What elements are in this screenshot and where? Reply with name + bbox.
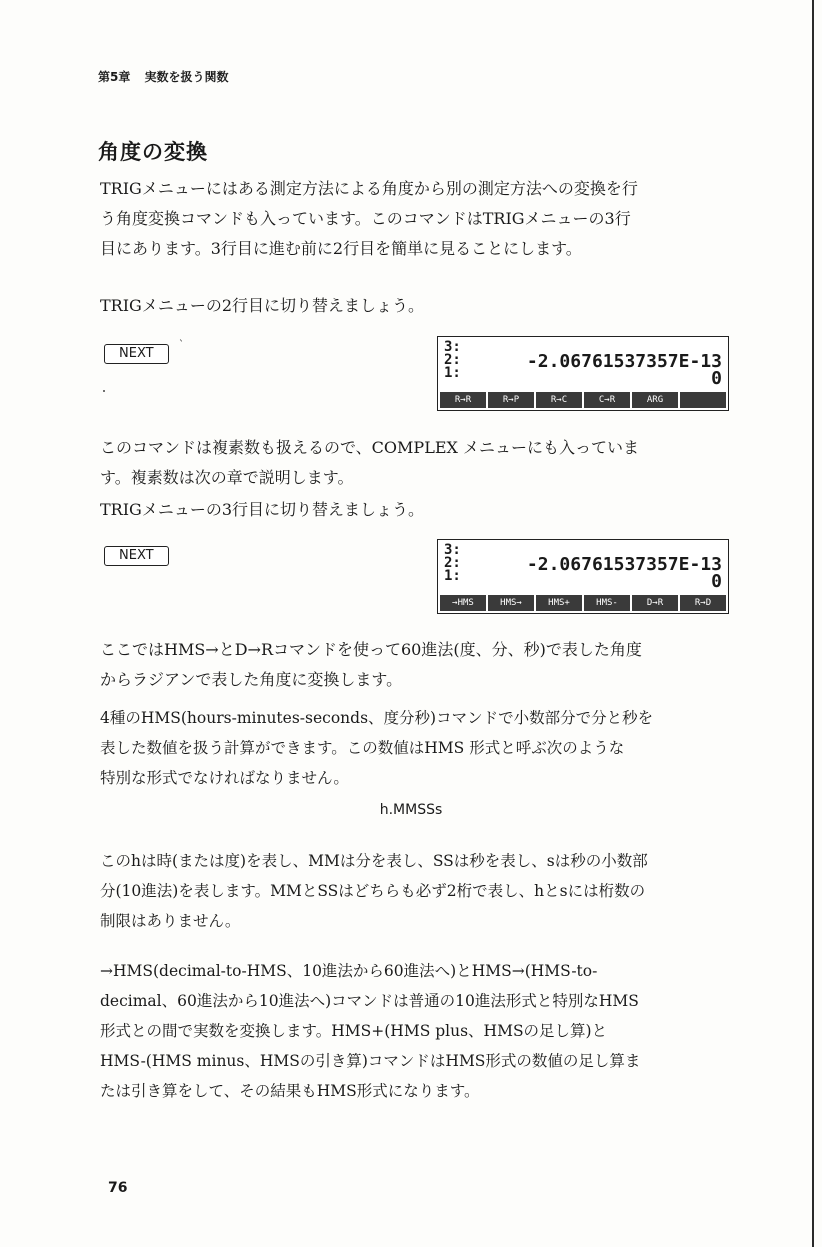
calculator-screen-row2: [437, 336, 729, 411]
text-line: 特別な形式でなければなりません。: [100, 769, 349, 787]
stack-level-1: 1:: [444, 365, 461, 381]
stack-level-1: 1:: [444, 568, 461, 584]
softkey-hms-plus: HMS+: [536, 595, 582, 611]
running-head: [98, 68, 239, 85]
stack-level-labels: [444, 544, 461, 583]
text-line: →HMS(decimal-to-HMS、10進法から60進法へ)とHMS→(HMS-to-: [100, 962, 598, 980]
text-line: decimal、60進法から10進法へ)コマンドは普通の10進法形式と特別なHMS: [100, 992, 639, 1010]
stack-level-2: 2:: [444, 555, 461, 571]
text-line: す。複素数は次の章で説明します。: [100, 468, 354, 487]
key-mark: `: [179, 340, 184, 351]
text-line: 形式との間で実数を変換します。HMS+(HMS plus、HMSの足し算)と: [100, 1022, 608, 1040]
text-line: TRIGメニューの3行目に切り替えましょう。: [100, 500, 425, 519]
softkey-r-to-d: R→D: [680, 595, 726, 611]
text-line: う角度変換コマンドも入っています。このコマンドはTRIGメニューの3行: [100, 209, 631, 228]
paragraph-switch-row3: [100, 495, 734, 525]
softkey-r-to-c: R→C: [536, 392, 582, 408]
stack-value-1: 0: [711, 571, 722, 592]
paragraph-intro: [100, 174, 734, 264]
binding-edge: [812, 0, 814, 1247]
text-line: 制限はありません。: [100, 912, 241, 930]
stack-level-3: 3:: [444, 542, 461, 558]
text-line: ここではHMS→とD→Rコマンドを使って60進法(度、分、秒)で表した角度: [100, 640, 642, 659]
softkey-arg: ARG: [632, 392, 678, 408]
softkey-hms-minus: HMS-: [584, 595, 630, 611]
softkey-c-to-r: C→R: [584, 392, 630, 408]
paragraph-hms-operations: [100, 956, 734, 1106]
softkey-menu: [440, 392, 726, 408]
text-line: 分(10進法)を表します。MMとSSはどちらも必ず2桁で表し、hとsには桁数の: [100, 882, 646, 900]
stack-value-2: -2.06761537357E-13: [526, 554, 722, 575]
stack-value-2: -2.06761537357E-13: [526, 351, 722, 372]
chapter-title: 実数を扱う関数: [144, 70, 229, 84]
paragraph-hms-explanation: [100, 846, 734, 936]
paragraph-complex: [100, 433, 734, 493]
stack-level-2: 2:: [444, 352, 461, 368]
softkey-r-to-p: R→P: [488, 392, 534, 408]
softkey-to-hms: →HMS: [440, 595, 486, 611]
softkey-r-to-r: R→R: [440, 392, 486, 408]
stray-dot: [103, 390, 105, 392]
text-line: HMS-(HMS minus、HMSの引き算)コマンドはHMS形式の数値の足し算ま: [100, 1052, 641, 1070]
text-line: TRIGメニューにはある測定方法による角度から別の測定方法への変換を行: [100, 179, 638, 198]
text-line: 表した数値を扱う計算ができます。この数値はHMS 形式と呼ぶ次のような: [100, 739, 625, 757]
text-line: からラジアンで表した角度に変換します。: [100, 670, 403, 689]
paragraph-hms-conversion: [100, 635, 734, 695]
text-line: このコマンドは複素数も扱えるので、COMPLEX メニューにも入っていま: [100, 438, 639, 457]
section-title: 角度の変換: [98, 140, 208, 164]
stack-level-3: 3:: [444, 339, 461, 355]
page-number: 76: [108, 1180, 128, 1196]
paragraph-hms-commands: [100, 703, 734, 793]
stack-value-1: 0: [711, 368, 722, 389]
next-key: NEXT: [104, 344, 169, 364]
calculator-screen-row3: [437, 539, 729, 614]
softkey-d-to-r: D→R: [632, 595, 678, 611]
stack-level-labels: [444, 341, 461, 380]
paragraph-switch-row2: [100, 291, 734, 321]
text-line: このhは時(または度)を表し、MMは分を表し、SSは秒を表し、sは秒の小数部: [100, 852, 648, 870]
softkey-blank: [680, 392, 726, 408]
text-line: 4種のHMS(hours-minutes-seconds、度分秒)コマンドで小数部分で分と秒を: [100, 709, 654, 727]
text-line: TRIGメニューの2行目に切り替えましょう。: [100, 296, 425, 315]
text-line: たは引き算をして、その結果もHMS形式になります。: [100, 1082, 480, 1100]
chapter-number: 第5章: [98, 70, 131, 84]
hms-format: h.MMSSs: [379, 802, 443, 818]
softkey-menu: [440, 595, 726, 611]
softkey-hms-to: HMS→: [488, 595, 534, 611]
next-key: NEXT: [104, 546, 169, 566]
text-line: 目にあります。3行目に進む前に2行目を簡単に見ることにします。: [100, 239, 582, 258]
